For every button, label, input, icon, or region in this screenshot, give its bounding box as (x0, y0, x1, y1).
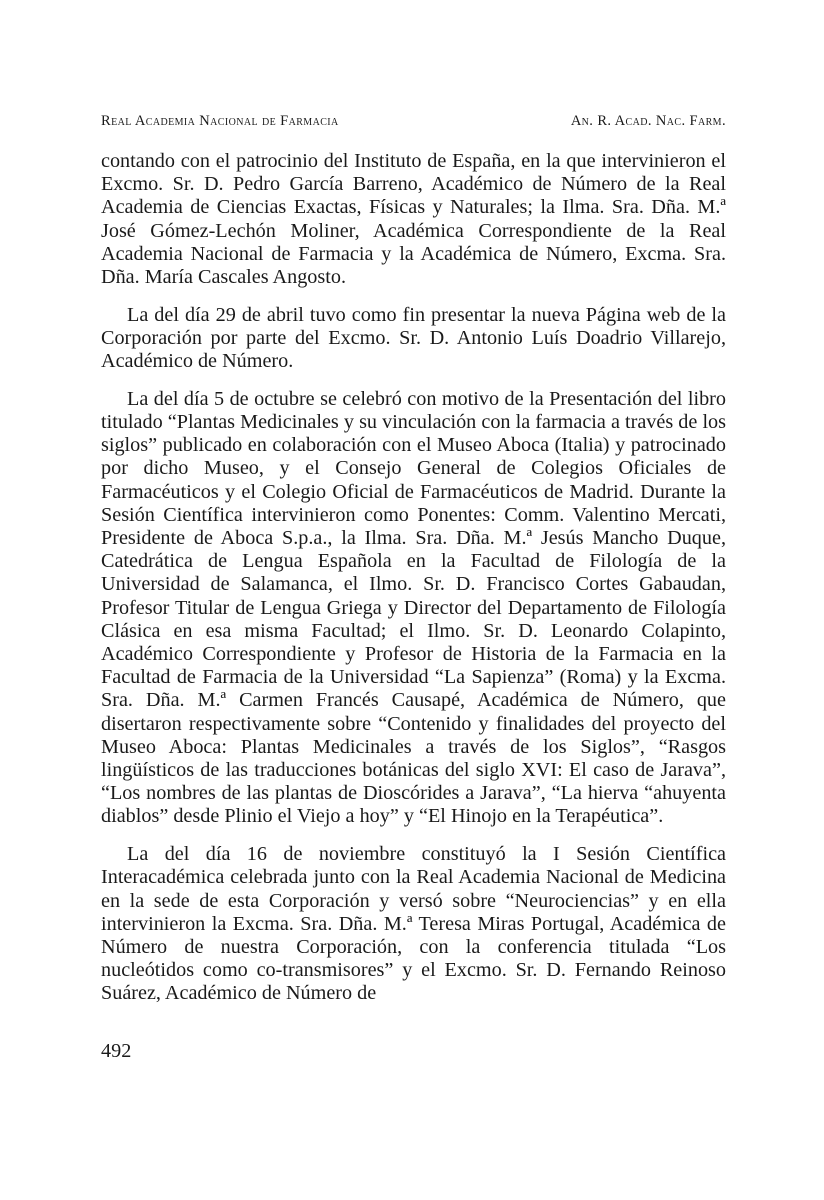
page-number: 492 (101, 1040, 132, 1062)
header-left: Real Academia Nacional de Farmacia (101, 113, 339, 129)
paragraph-5-octubre: La del día 5 de octubre se celebró con motivo de la Presentación del libro titulado “Plantas Medicinales y su vinculación con la farmacia a través de los siglos” publicado en colaboración con el Museo Aboca (Italia) y patrocinado por dicho Museo, y el Consejo General de Colegios Oficiales de Farmacéuticos y el Colegio Oficial de Farmacéuticos de Madrid. Durante la Sesión Científica intervinieron como Ponentes: Comm. Valentino Mercati, Presidente de Aboca S.p.a., la Ilma. Sra. Dña. M.ª Jesús Mancho Duque, Catedrática de Lengua Española en la Facultad de Filología de la Universidad de Salamanca, el Ilmo. Sr. D. Francisco Cortes Gabaudan, Profesor Titular de Lengua Griega y Director del Departamento de Filología Clásica en esa misma Facultad; el Ilmo. Sr. D. Leonardo Colapinto, Académico Correspondiente y Profesor de Historia de la Farmacia en la Facultad de Farmacia de la Universidad “La Sapienza” (Roma) y la Excma. Sra. Dña. M.ª Carmen Francés Causapé, Académica de Número, que disertaron respectivamente sobre “Contenido y finalidades del proyecto del Museo Aboca: Plantas Medicinales a través de los Siglos”, “Rasgos lingüísticos de las traducciones botánicas del siglo XVI: El caso de Jarava”, “Los nombres de las plantas de Dioscórides a Jarava”, “La hierva “ahuyenta diablos” desde Plinio el Viejo a hoy” y “El Hinojo en la Terapéutica”. (101, 387, 726, 828)
paragraph-16-noviembre: La del día 16 de noviembre constituyó la I Sesión Científica Interacadémica celebrada junto con la Real Academia Nacional de Medicina en la sede de esta Corporación y versó sobre “Neurociencias” y en ella intervinieron la Excma. Sra. Dña. M.ª Teresa Miras Portugal, Académica de Número de nuestra Corporación, con la conferencia titulada “Los nucleótidos como co-transmisores” y el Excmo. Sr. D. Fernando Reinoso Suárez, Académico de Número de (101, 843, 726, 1005)
body-text (101, 150, 726, 1020)
running-header (101, 113, 726, 133)
header-right: An. R. Acad. Nac. Farm. (570, 113, 726, 129)
paragraph-continuation: contando con el patrocinio del Instituto de España, en la que intervinieron el Excmo. Sr. D. Pedro García Barreno, Académico de Número de la Real Academia de Ciencias Exactas, Físicas y Naturales; la Ilma. Sra. Dña. M.ª José Gómez-Lechón Moliner, Académica Correspondiente de la Real Academia Nacional de Farmacia y la Académica de Número, Excma. Sra. Dña. María Cascales Angosto. (101, 150, 726, 289)
paragraph-29-abril: La del día 29 de abril tuvo como fin presentar la nueva Página web de la Corporación por parte del Excmo. Sr. D. Antonio Luís Doadrio Villarejo, Académico de Número. (101, 303, 726, 373)
